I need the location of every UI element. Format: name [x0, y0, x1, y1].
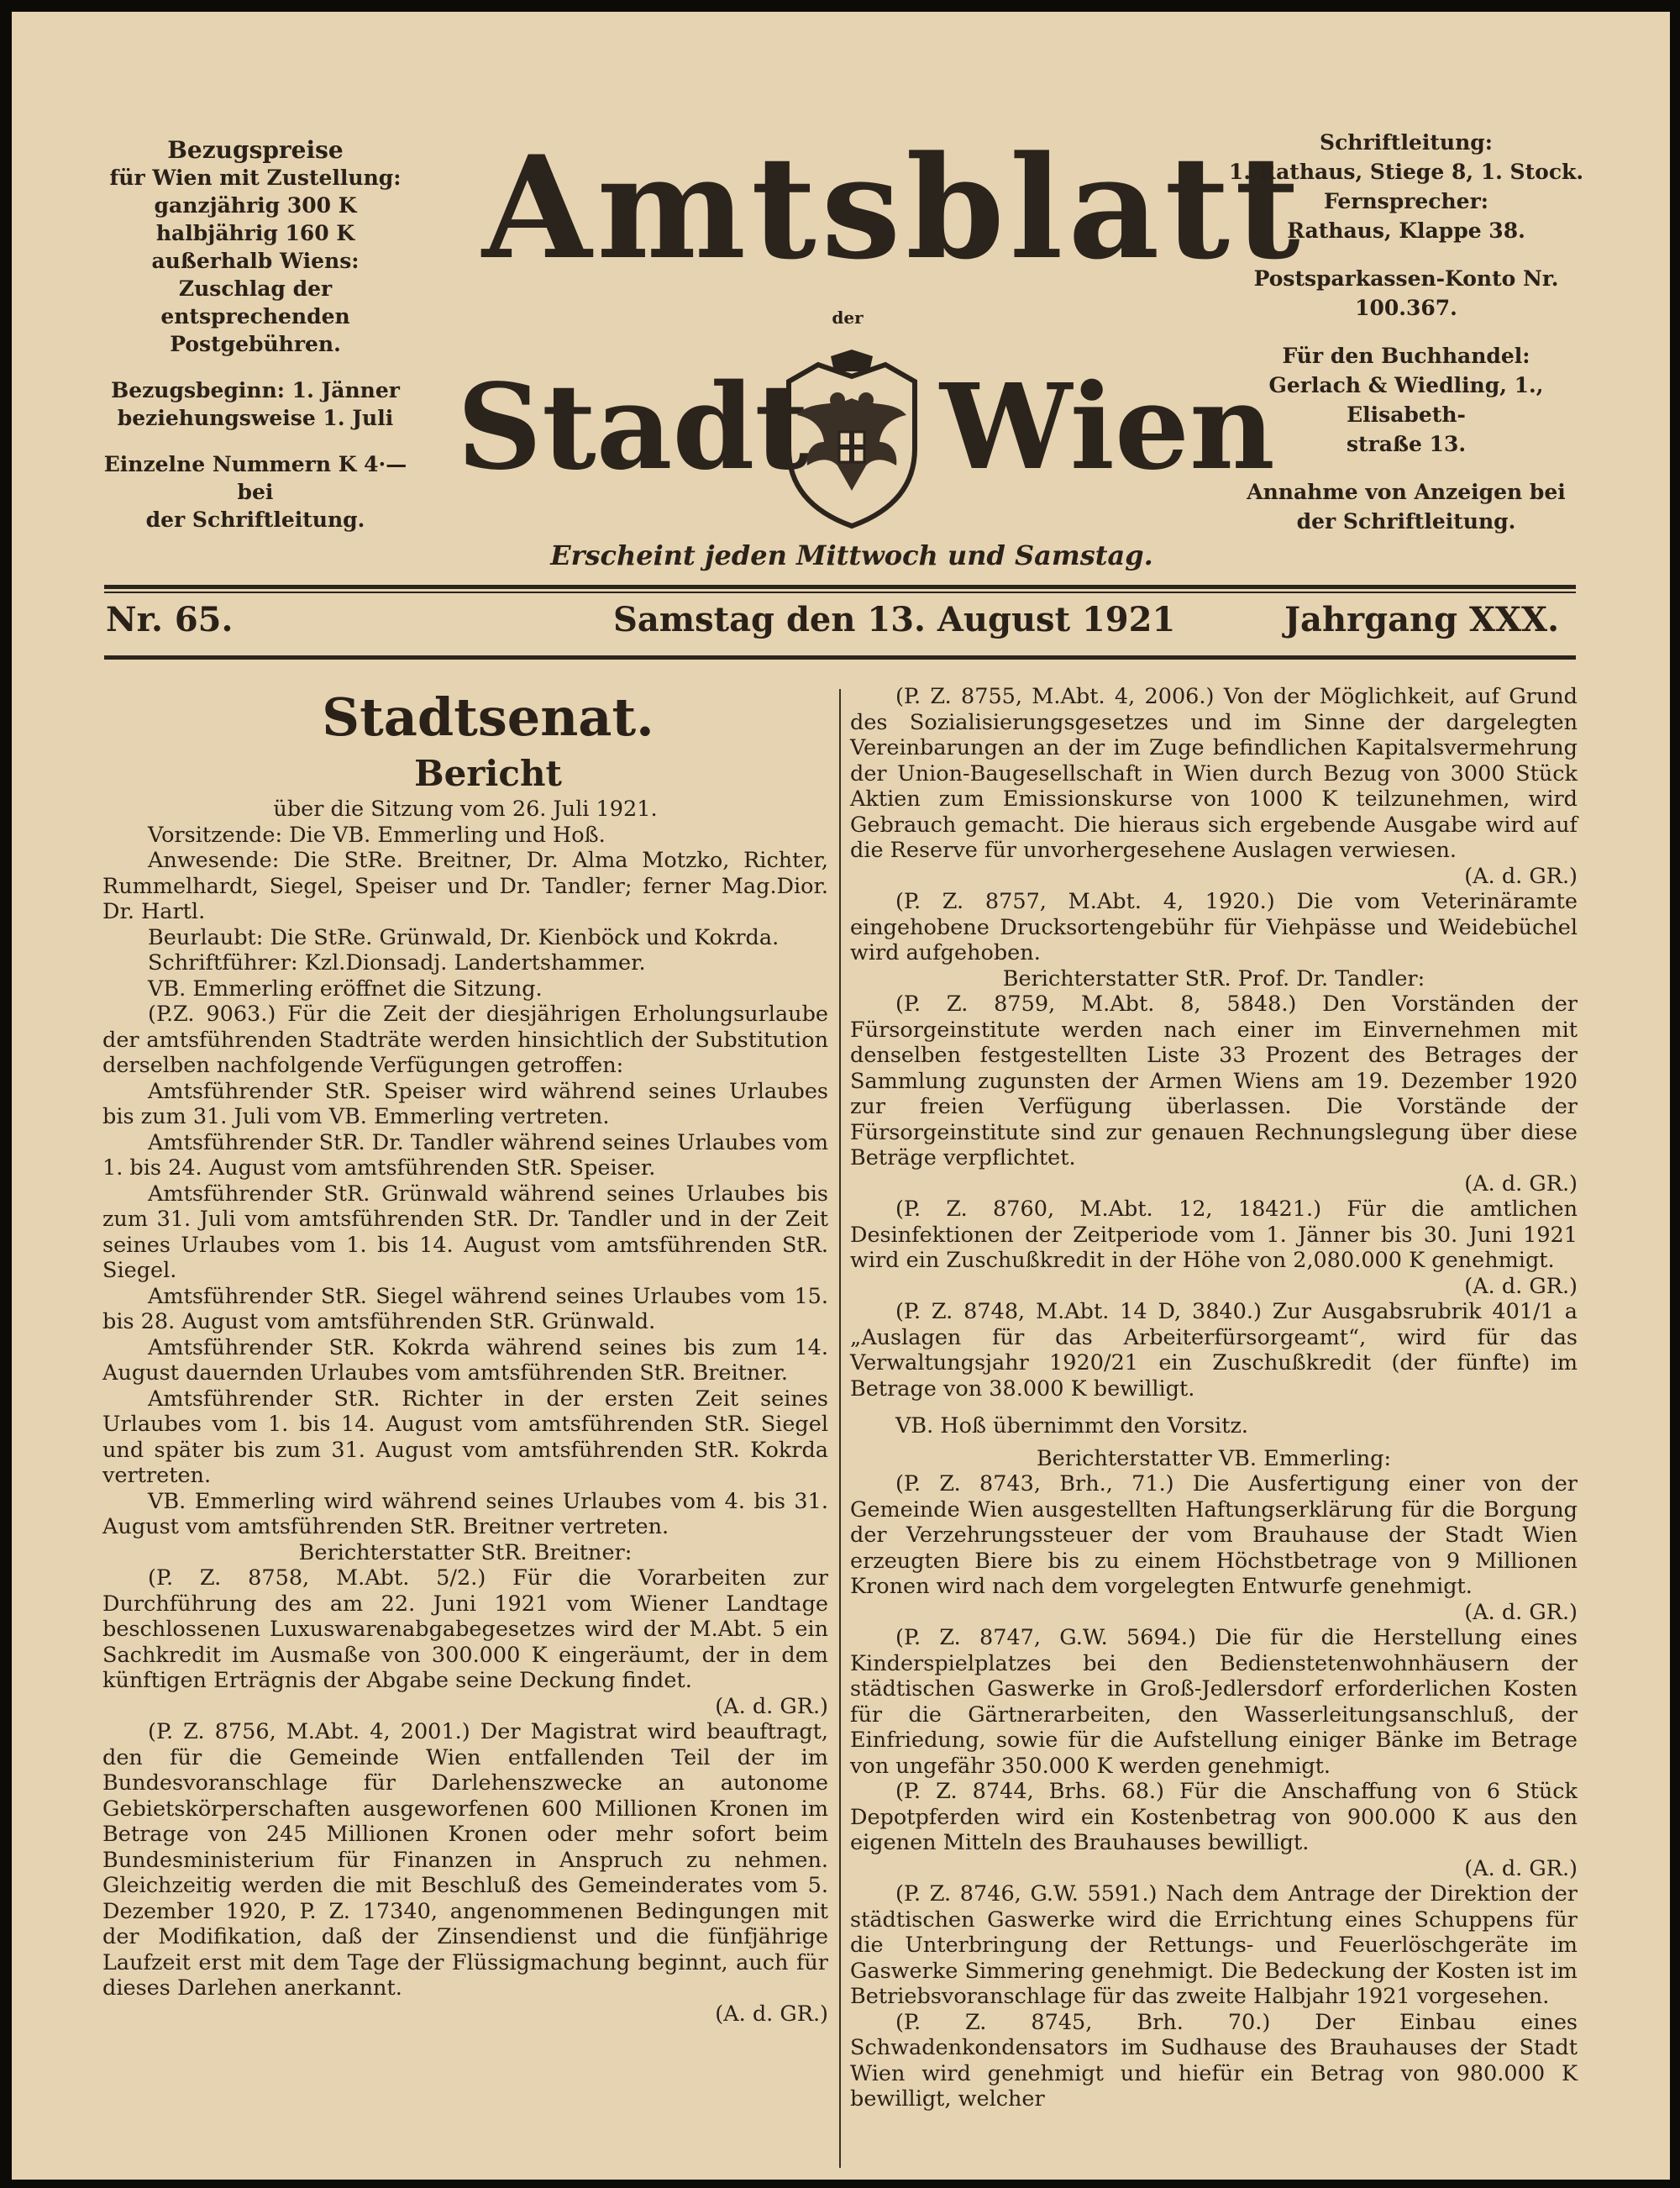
postsparkasse: Postsparkassen-Konto Nr. 100.367.	[1253, 266, 1559, 320]
reporter-heading: Berichterstatter StR. Breitner:	[298, 1539, 633, 1565]
annahme-2: der Schriftleitung.	[1296, 509, 1516, 534]
publication-schedule: Erscheint jeden Mittwoch und Samstag.	[550, 539, 1153, 571]
vienna-eagle-crest-icon	[772, 348, 932, 533]
paragraph: Amtsführender StR. Richter in der ersten Zeit seines Urlaubes vom 1. bis 14. August vom amtsführenden StR. Siegel und später bis zum 31. August vom amtsführenden StR. Kokrda vertreten.	[102, 1386, 828, 1488]
report-heading: Bericht	[414, 753, 562, 794]
masthead-rule-bottom	[104, 655, 1576, 660]
paragraph: (P. Z. 8756, M.Abt. 4, 2001.) Der Magistrat wird beauftragt, den für die Gemeinde Wien entfallenden Teil der im Bundesvoranschlage für Darlehenszwecke an autonome Gebietskörperschaften ausgeworfenen 600 Millionen Kronen im Betrage von 245 Millionen Kronen oder mehr sofort beim Bundesministerium für Finanzen in Anspruch zu nehmen. Gleichzeitig werden die mit Beschluß des Gemeinderates vom 5. Dezember 1920, P. Z. 17340, angenommenen Bedingungen mit der Modifikation, daß der Zinsendienst und die fünfjährige Laufzeit erst mit dem Tage der Flüssigmachung beginnt, auch für dieses Darlehen anerkannt.	[102, 1719, 828, 2001]
paragraph: Amtsführender StR. Dr. Tandler während seines Urlaubes vom 1. bis 24. August vom amtsführenden StR. Speiser.	[102, 1129, 828, 1181]
schriftleitung-note: der Schriftleitung.	[145, 508, 365, 532]
editorial-box	[1221, 128, 1591, 536]
paragraph: VB. Emmerling eröffnet die Sitzung.	[148, 976, 543, 1002]
referral-note: (A. d. GR.)	[1464, 1170, 1578, 1197]
paragraph: Amtsführender StR. Kokrda während seines bis zum 14. August dauernden Urlaubes vom amtsführenden StR. Breitner.	[102, 1334, 828, 1386]
beziehungsweise: beziehungsweise 1. Juli	[117, 406, 394, 430]
paragraph: (P. Z. 8744, Brhs. 68.) Für die Anschaffung von 6 Stück Depotpferden wird ein Kostenbetrag von 900.000 K aus den eigenen Mitteln des Brauhauses bewilligt.	[850, 1779, 1578, 1855]
fernsprecher: Fernsprecher:	[1324, 189, 1488, 213]
paragraph: Schriftführer: Kzl.Dionsadj. Landertshammer.	[148, 950, 646, 976]
dateline	[104, 600, 1576, 649]
paragraph: Amtsführender StR. Speiser wird während seines Urlaubes bis zum 31. Juli vom VB. Emmerling vertreten.	[102, 1078, 828, 1129]
schriftleitung-heading: Schriftleitung:	[1320, 130, 1493, 155]
masthead-rule-top-thin	[104, 592, 1576, 593]
paragraph: (P. Z. 8748, M.Abt. 14 D, 3840.) Zur Ausgabsrubrik 401/1 a „Auslagen für das Arbeiterfürsorgeamt“, wird für das Verwaltungsjahr 1920/21 ein Zuschußkredit (der fünfte) im Betrage von 38.000 K bewilligt.	[850, 1299, 1578, 1402]
masthead-rule-top	[104, 585, 1576, 589]
paragraph: (P. Z. 8755, M.Abt. 4, 2006.) Von der Möglichkeit, auf Grund des Sozialisierungsgesetzes und im Sinne der dargelegten Vereinbarungen an der im Zuge befindlichen Kapitalsvermehrung der Union-Baugesellschaft in Wien durch Bezug von 3000 Stück Aktien zum Emissionskurse von 1000 K teilzunehmen, wird Gebrauch gemacht. Die hieraus sich ergebende Ausgabe wird auf die Reserve für unvorhergesehene Auslagen verwiesen.	[850, 684, 1578, 863]
title-der: der	[832, 308, 864, 328]
strasse: straße 13.	[1346, 432, 1467, 456]
fuer-wien: für Wien mit Zustellung:	[109, 166, 402, 190]
referral-note: (A. d. GR.)	[715, 1693, 828, 1719]
postgebuehren: Postgebühren.	[170, 332, 341, 356]
referral-note: (A. d. GR.)	[1464, 1273, 1578, 1299]
paragraph: (P. Z. 8757, M.Abt. 4, 1920.) Die vom Veterinäramte eingehobene Drucksortengebühr für Viehpässe und Weidebüchel wird aufgehoben.	[850, 889, 1578, 965]
buchhandel: Für den Buchhandel:	[1282, 344, 1530, 368]
jahrgang: Jahrgang XXX.	[1284, 600, 1559, 639]
paragraph: Anwesende: Die StRe. Breitner, Dr. Alma Motzko, Richter, Rummelhardt, Siegel, Speiser und Dr. Tandler; ferner Mag.Dior. Dr. Hartl.	[102, 848, 828, 924]
paragraph: (P. Z. 8758, M.Abt. 5/2.) Für die Vorarbeiten zur Durchführung des am 22. Juni 1921 vom Wiener Landtage beschlossenen Luxuswarenabgabegesetzes wird der M.Abt. 5 ein Sachkredit im Ausmaße von 300.000 K eingeräumt, der in dem künftigen Erträgnis der Abgabe seine Deckung findet.	[102, 1565, 828, 1693]
referral-note: (A. d. GR.)	[1464, 1855, 1578, 1881]
paragraph: Beurlaubt: Die StRe. Grünwald, Dr. Kienböck und Kokrda.	[148, 924, 780, 950]
klappe: Rathaus, Klappe 38.	[1287, 218, 1525, 243]
issue-number: Nr. 65.	[106, 600, 234, 639]
referral-note: (A. d. GR.)	[1464, 1599, 1578, 1625]
left-column	[102, 684, 828, 2027]
paragraph: Amtsführender StR. Siegel während seines Urlaubes vom 15. bis 28. August vom amtsführenden StR. Grünwald.	[102, 1283, 828, 1334]
reporter-heading: Berichterstatter VB. Emmerling:	[1036, 1445, 1392, 1471]
title-amtsblatt: Amtsblatt	[482, 124, 1305, 291]
column-divider	[839, 689, 841, 2168]
halbjaehrig: halbjährig 160 K	[155, 221, 355, 245]
section-heading: Stadtsenat.	[322, 686, 654, 748]
paragraph: Vorsitzende: Die VB. Emmerling und Hoß.	[148, 822, 606, 848]
subscription-box	[87, 136, 423, 534]
einzelne-nummern: Einzelne Nummern K 4·— bei	[103, 452, 407, 504]
paragraph: (P. Z. 8747, G.W. 5694.) Die für die Herstellung eines Kinderspielplatzes bei den Bedienstetenwohnhäusern der städtischen Gaswerke in Groß-Jedlersdorf erforderlichen Kosten für die Gärtnerarbeiten, den Wasserleitungsanschluß, der Einfriedung, sowie für die Aufstellung einiger Bänke im Betrage von ungefähr 350.000 K werden genehmigt.	[850, 1625, 1578, 1779]
zuschlag: Zuschlag der entsprechenden	[160, 276, 350, 329]
annahme: Annahme von Anzeigen bei	[1247, 480, 1566, 504]
paragraph: VB. Emmerling wird während seines Urlaubes vom 4. bis 31. August vom amtsführenden StR. Breitner vertreten.	[102, 1488, 828, 1539]
paragraph: (P. Z. 8760, M.Abt. 12, 18421.) Für die amtlichen Desinfektionen der Zeitperiode vom 1. Jänner bis 30. Juni 1921 wird ein Zuschußkredit in der Höhe von 2,080.000 K genehmigt.	[850, 1197, 1578, 1273]
paragraph: (P.Z. 9063.) Für die Zeit der diesjährigen Erholungsurlaube der amtsführenden Stadträte werden hinsichtlich der Substitution derselben nachfolgende Verfügungen getroffen:	[102, 1002, 828, 1078]
paragraph: Amtsführender StR. Grünwald während seines Urlaubes bis zum 31. Juli vom amtsführenden StR. Dr. Tandler und in der Zeit seines Urlaubes vom 1. bis 14. August vom amtsführenden StR. Siegel.	[102, 1181, 828, 1283]
chair-change: VB. Hoß übernimmt den Vorsitz.	[895, 1413, 1249, 1439]
paragraph: (P. Z. 8746, G.W. 5591.) Nach dem Antrage der Direktion der städtischen Gaswerke wird die Errichtung eines Schuppens für die Unterbringung der Rettungs- und Feuerlöschgeräte im Gaswerke Simmering genehmigt. Die Bedeckung der Kosten ist im Betriebsvoranschlage für das zweite Halbjahr 1921 vorgesehen.	[850, 1881, 1578, 2009]
paragraph: (P. Z. 8759, M.Abt. 8, 5848.) Den Vorständen der Fürsorgeinstitute werden nach einer im Einvernehmen mit denselben festgestellten Liste 33 Prozent des Betrages der Sammlung zugunsten der Armen Wiens am 19. Dezember 1920 zur freien Verfügung überlassen. Die Vorstände der Fürsorgeinstitute sind zur genauen Rechnungslegung über diese Beträge verpflichtet.	[850, 991, 1578, 1170]
newspaper-page	[12, 12, 1670, 2180]
paragraph: (P. Z. 8745, Brh. 70.) Der Einbau eines Schwadenkondensators im Sudhause des Brauhauses der Stadt Wien wird genehmigt und hiefür ein Betrag von 980.000 K bewilligt, welcher	[850, 2009, 1578, 2112]
ausserhalb: außerhalb Wiens:	[151, 249, 360, 273]
bezugsbeginn: Bezugsbeginn: 1. Jänner	[111, 378, 400, 402]
bezugspreise-heading: Bezugspreise	[167, 136, 344, 164]
title-stadt: Stadt	[457, 359, 810, 497]
right-column	[850, 684, 1578, 2112]
referral-note: (A. d. GR.)	[1464, 863, 1578, 889]
editorial-address: 1. Rathaus, Stiege 8, 1. Stock.	[1228, 160, 1584, 184]
gerlach-wiedling: Gerlach & Wiedling, 1., Elisabeth-	[1268, 373, 1544, 427]
referral-note: (A. d. GR.)	[715, 2001, 828, 2027]
ganzjaehrig: ganzjährig 300 K	[154, 193, 357, 218]
title-wien: Wien	[940, 359, 1275, 497]
session-date: über die Sitzung vom 26. Juli 1921.	[273, 797, 658, 822]
issue-date: Samstag den 13. August 1921	[613, 600, 1176, 639]
reporter-heading: Berichterstatter StR. Prof. Dr. Tandler:	[1002, 965, 1425, 991]
paragraph: (P. Z. 8743, Brh., 71.) Die Ausfertigung einer von der Gemeinde Wien ausgestellten Haftungserklärung für die Borgung der Verzehrungssteuer der vom Brauhause der Stadt Wien erzeugten Biere bis zu einem Höchstbetrage von 9 Millionen Kronen wird nach dem vorgelegten Entwurfe genehmigt.	[850, 1471, 1578, 1599]
